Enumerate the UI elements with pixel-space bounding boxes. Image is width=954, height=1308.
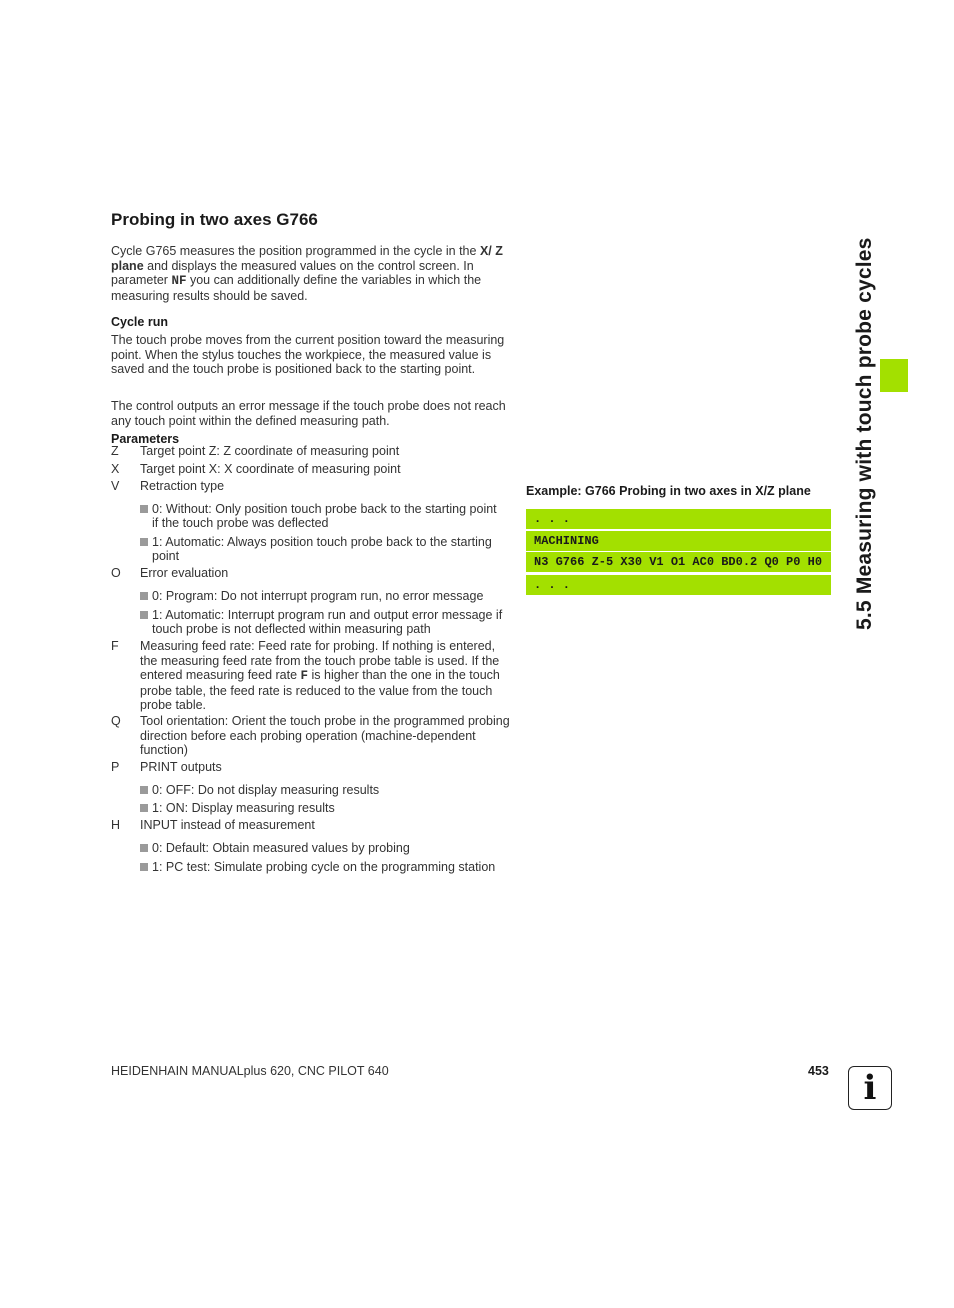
bullet-square-icon: [140, 538, 148, 546]
bullet-square-icon: [140, 804, 148, 812]
bullet-square-icon: [140, 863, 148, 871]
option-text: 0: Program: Do not interrupt program run, no error message: [152, 589, 484, 603]
code-line: MACHINING: [526, 531, 831, 551]
cycle-run-paragraph-2: The control outputs an error message if the touch probe does not reach any touch point within the defined measuring path.: [111, 399, 506, 428]
param-key: F: [111, 639, 119, 653]
param-bold-f: F: [300, 669, 309, 683]
list-item: [140, 608, 505, 636]
param-key: Z: [111, 444, 119, 458]
intro-bold-plane: X/ Z plane: [111, 244, 503, 273]
list-item: [140, 502, 505, 530]
intro-bold-nf: NF: [171, 274, 187, 288]
cycle-run-heading: Cycle run: [111, 315, 168, 329]
param-key: P: [111, 760, 120, 774]
cycle-run-paragraph-1: The touch probe moves from the current position toward the measuring point. When the stylus touches the workpiece, the measured value is saved and the touch probe is positioned back to the starting point.: [111, 333, 505, 376]
chapter-side-title: 5.5 Measuring with touch probe cycles: [853, 237, 876, 630]
code-line: . . .: [526, 575, 831, 595]
bullet-square-icon: [140, 592, 148, 600]
code-line: . . .: [526, 509, 831, 529]
bullet-square-icon: [140, 844, 148, 852]
intro-paragraph: [111, 244, 511, 303]
option-text: 0: Without: Only position touch probe back to the starting point if the touch probe was deflected: [152, 502, 497, 530]
list-item: [140, 841, 505, 855]
option-text: 1: Automatic: Interrupt program run and output error message if touch probe is not deflected within measuring path: [152, 608, 503, 636]
param-key: H: [111, 818, 121, 832]
intro-text-2: and displays the measured values on the control screen. In parameter: [111, 258, 474, 287]
param-text-part: Measuring feed rate: Feed rate for probing. If nothing is entered, the measuring feed rate from the touch probe table is used. If the entered measuring feed rate: [140, 639, 500, 682]
param-text-part: is higher than the one in the touch probe table, the feed rate is reduced to the value from the touch probe table.: [140, 668, 500, 712]
param-key: Q: [111, 714, 121, 728]
list-item: [140, 783, 505, 797]
option-text: 1: ON: Display measuring results: [152, 801, 335, 815]
list-item: [140, 801, 505, 815]
param-key: X: [111, 462, 120, 476]
param-text: Target point Z: Z coordinate of measuring point: [140, 444, 400, 458]
option-text: 0: OFF: Do not display measuring results: [152, 783, 380, 797]
footer-text: HEIDENHAIN MANUALplus 620, CNC PILOT 640: [111, 1064, 389, 1078]
list-item: [140, 860, 505, 874]
param-text: PRINT outputs: [140, 760, 222, 774]
code-line: N3 G766 Z-5 X30 V1 O1 AC0 BD0.2 Q0 P0 H0: [526, 552, 831, 572]
intro-text-1: Cycle G765 measures the position programmed in the cycle in the: [111, 244, 480, 258]
option-text: 0: Default: Obtain measured values by probing: [152, 841, 410, 855]
param-text: Tool orientation: Orient the touch probe in the programmed probing direction before each probing operation (machine-dependent function): [140, 714, 510, 757]
bullet-square-icon: [140, 611, 148, 619]
intro-text-3: you can additionally define the variables in which the measuring results should be saved.: [111, 273, 482, 303]
param-text: Error evaluation: [140, 566, 229, 580]
param-text: Target point X: X coordinate of measuring point: [140, 462, 401, 476]
option-text: 1: PC test: Simulate probing cycle on the programming station: [152, 860, 496, 874]
bullet-square-icon: [140, 786, 148, 794]
param-text: Retraction type: [140, 479, 225, 493]
chapter-tab-marker: [880, 359, 908, 392]
section-heading: Probing in two axes G766: [111, 210, 318, 229]
list-item: [140, 589, 505, 603]
example-caption: Example: G766 Probing in two axes in X/Z plane: [526, 484, 811, 498]
list-item: [140, 535, 505, 563]
param-key: V: [111, 479, 120, 493]
param-text: [140, 639, 510, 713]
option-text: 1: Automatic: Always position touch probe back to the starting point: [152, 535, 492, 563]
param-text: INPUT instead of measurement: [140, 818, 315, 832]
bullet-square-icon: [140, 505, 148, 513]
parameters-heading: Parameters: [111, 432, 180, 446]
param-key: O: [111, 566, 121, 580]
info-icon: [848, 1066, 892, 1110]
page-number: 453: [808, 1064, 829, 1078]
info-icon-glyph: i: [863, 1068, 877, 1108]
